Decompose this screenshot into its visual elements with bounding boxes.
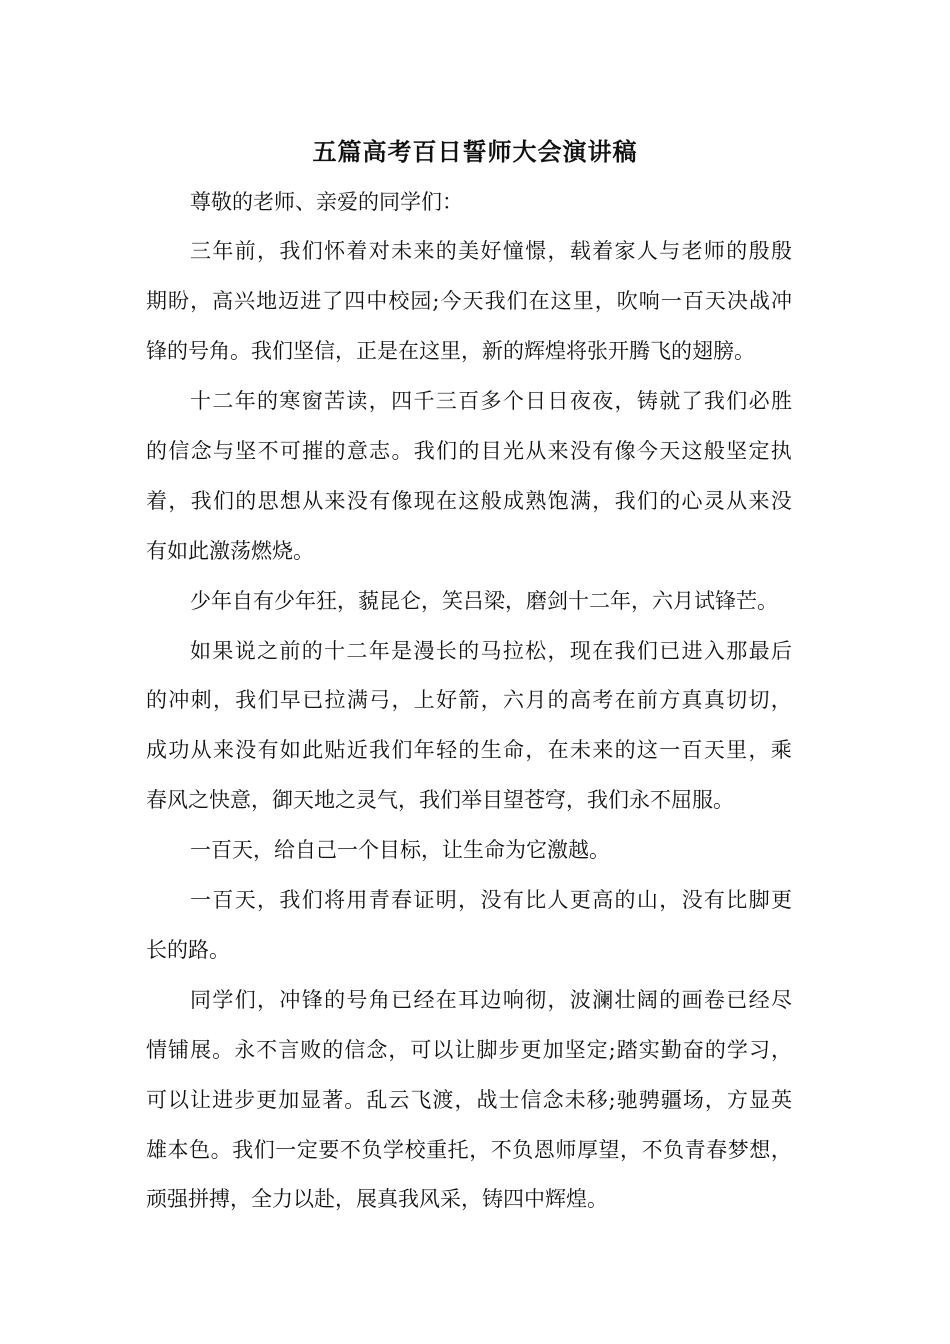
paragraph-line: 一 百 天 ， 我 们 将 用 青 春 证 明 ， 没 有 比 人 更 高 的 山 ， 没 有 比 脚 更 [190,888,792,912]
paragraph-line: 十 二 年 的 寒 窗 苦 读 ， 四 千 三 百 多 个 日 日 夜 夜 ， 铸 就 了 我 们 必 胜 [190,389,792,413]
page-title: 五篇高考百日誓师大会演讲稿 [312,137,638,166]
paragraph-line: 三 年 前 ， 我 们 怀 着 对 未 来 的 美 好 憧 憬 ， 载 着 家 人 与 老 师 的 殷 殷 [190,239,792,263]
paragraph-line: 情 铺 展 。 永 不 言 败 的 信 念 ， 可 以 让 脚 步 更 加 坚 定 ; 踏 实 勤 奋 的 学 习 ， [146,1038,792,1062]
paragraph-line: 春风之快意，御天地之灵气，我们举目望苍穹，我们永不屈服。 [146,788,734,812]
paragraph-line: 成 功 从 来 没 有 如 此 贴 近 我 们 年 轻 的 生 命 ， 在 未 来 的 这 一 百 天 里 ， 乘 [146,738,792,762]
paragraph-line: 锋的号角。我们坚信，正是在这里，新的辉煌将张开腾飞的翅膀。 [146,339,755,363]
paragraph-line: 着 ， 我 们 的 思 想 从 来 没 有 像 现 在 这 般 成 熟 饱 满 ， 我 们 的 心 灵 从 来 没 [146,489,792,513]
paragraph-line: 有如此激荡燃烧。 [146,539,314,563]
paragraph-line: 长的路。 [146,938,230,962]
paragraph-line: 雄 本 色 。 我 们 一 定 要 不 负 学 校 重 托 ， 不 负 恩 师 厚 望 ， 不 负 青 春 梦 想 ， [146,1138,792,1162]
paragraph-line: 如 果 说 之 前 的 十 二 年 是 漫 长 的 马 拉 松 ， 现 在 我 们 已 进 入 那 最 后 [190,639,792,663]
paragraph-line: 期 盼 ， 高 兴 地 迈 进 了 四 中 校 园 ; 今 天 我 们 在 这 里 ， 吹 响 一 百 天 决 战 冲 [146,289,792,313]
paragraph-line: 可 以 让 进 步 更 加 显 著 。 乱 云 飞 渡 ， 战 士 信 念 未 移 ; 驰 骋 疆 场 ， 方 显 英 [146,1088,792,1112]
paragraph-line: 同 学 们 ， 冲 锋 的 号 角 已 经 在 耳 边 响 彻 ， 波 澜 壮 阔 的 画 卷 已 经 尽 [190,988,792,1012]
paragraph-line: 一百天，给自己一个目标，让生命为它激越。 [190,838,610,862]
paragraph-line: 的 冲 刺 ， 我 们 早 已 拉 满 弓 ， 上 好 箭 ， 六 月 的 高 考 在 前 方 真 真 切 切 ， [146,688,792,712]
paragraph-line: 的 信 念 与 坚 不 可 摧 的 意 志 。 我 们 的 目 光 从 来 没 有 像 今 天 这 般 坚 定 执 [146,439,792,463]
paragraph-line: 顽强拼搏，全力以赴，展真我风采，铸四中辉煌。 [146,1187,608,1211]
paragraph-line: 少年自有少年狂，藐昆仑，笑吕梁，磨剑十二年，六月试锋芒。 [190,589,778,613]
salutation-line: 尊敬的老师、亲爱的同学们： [190,190,463,214]
